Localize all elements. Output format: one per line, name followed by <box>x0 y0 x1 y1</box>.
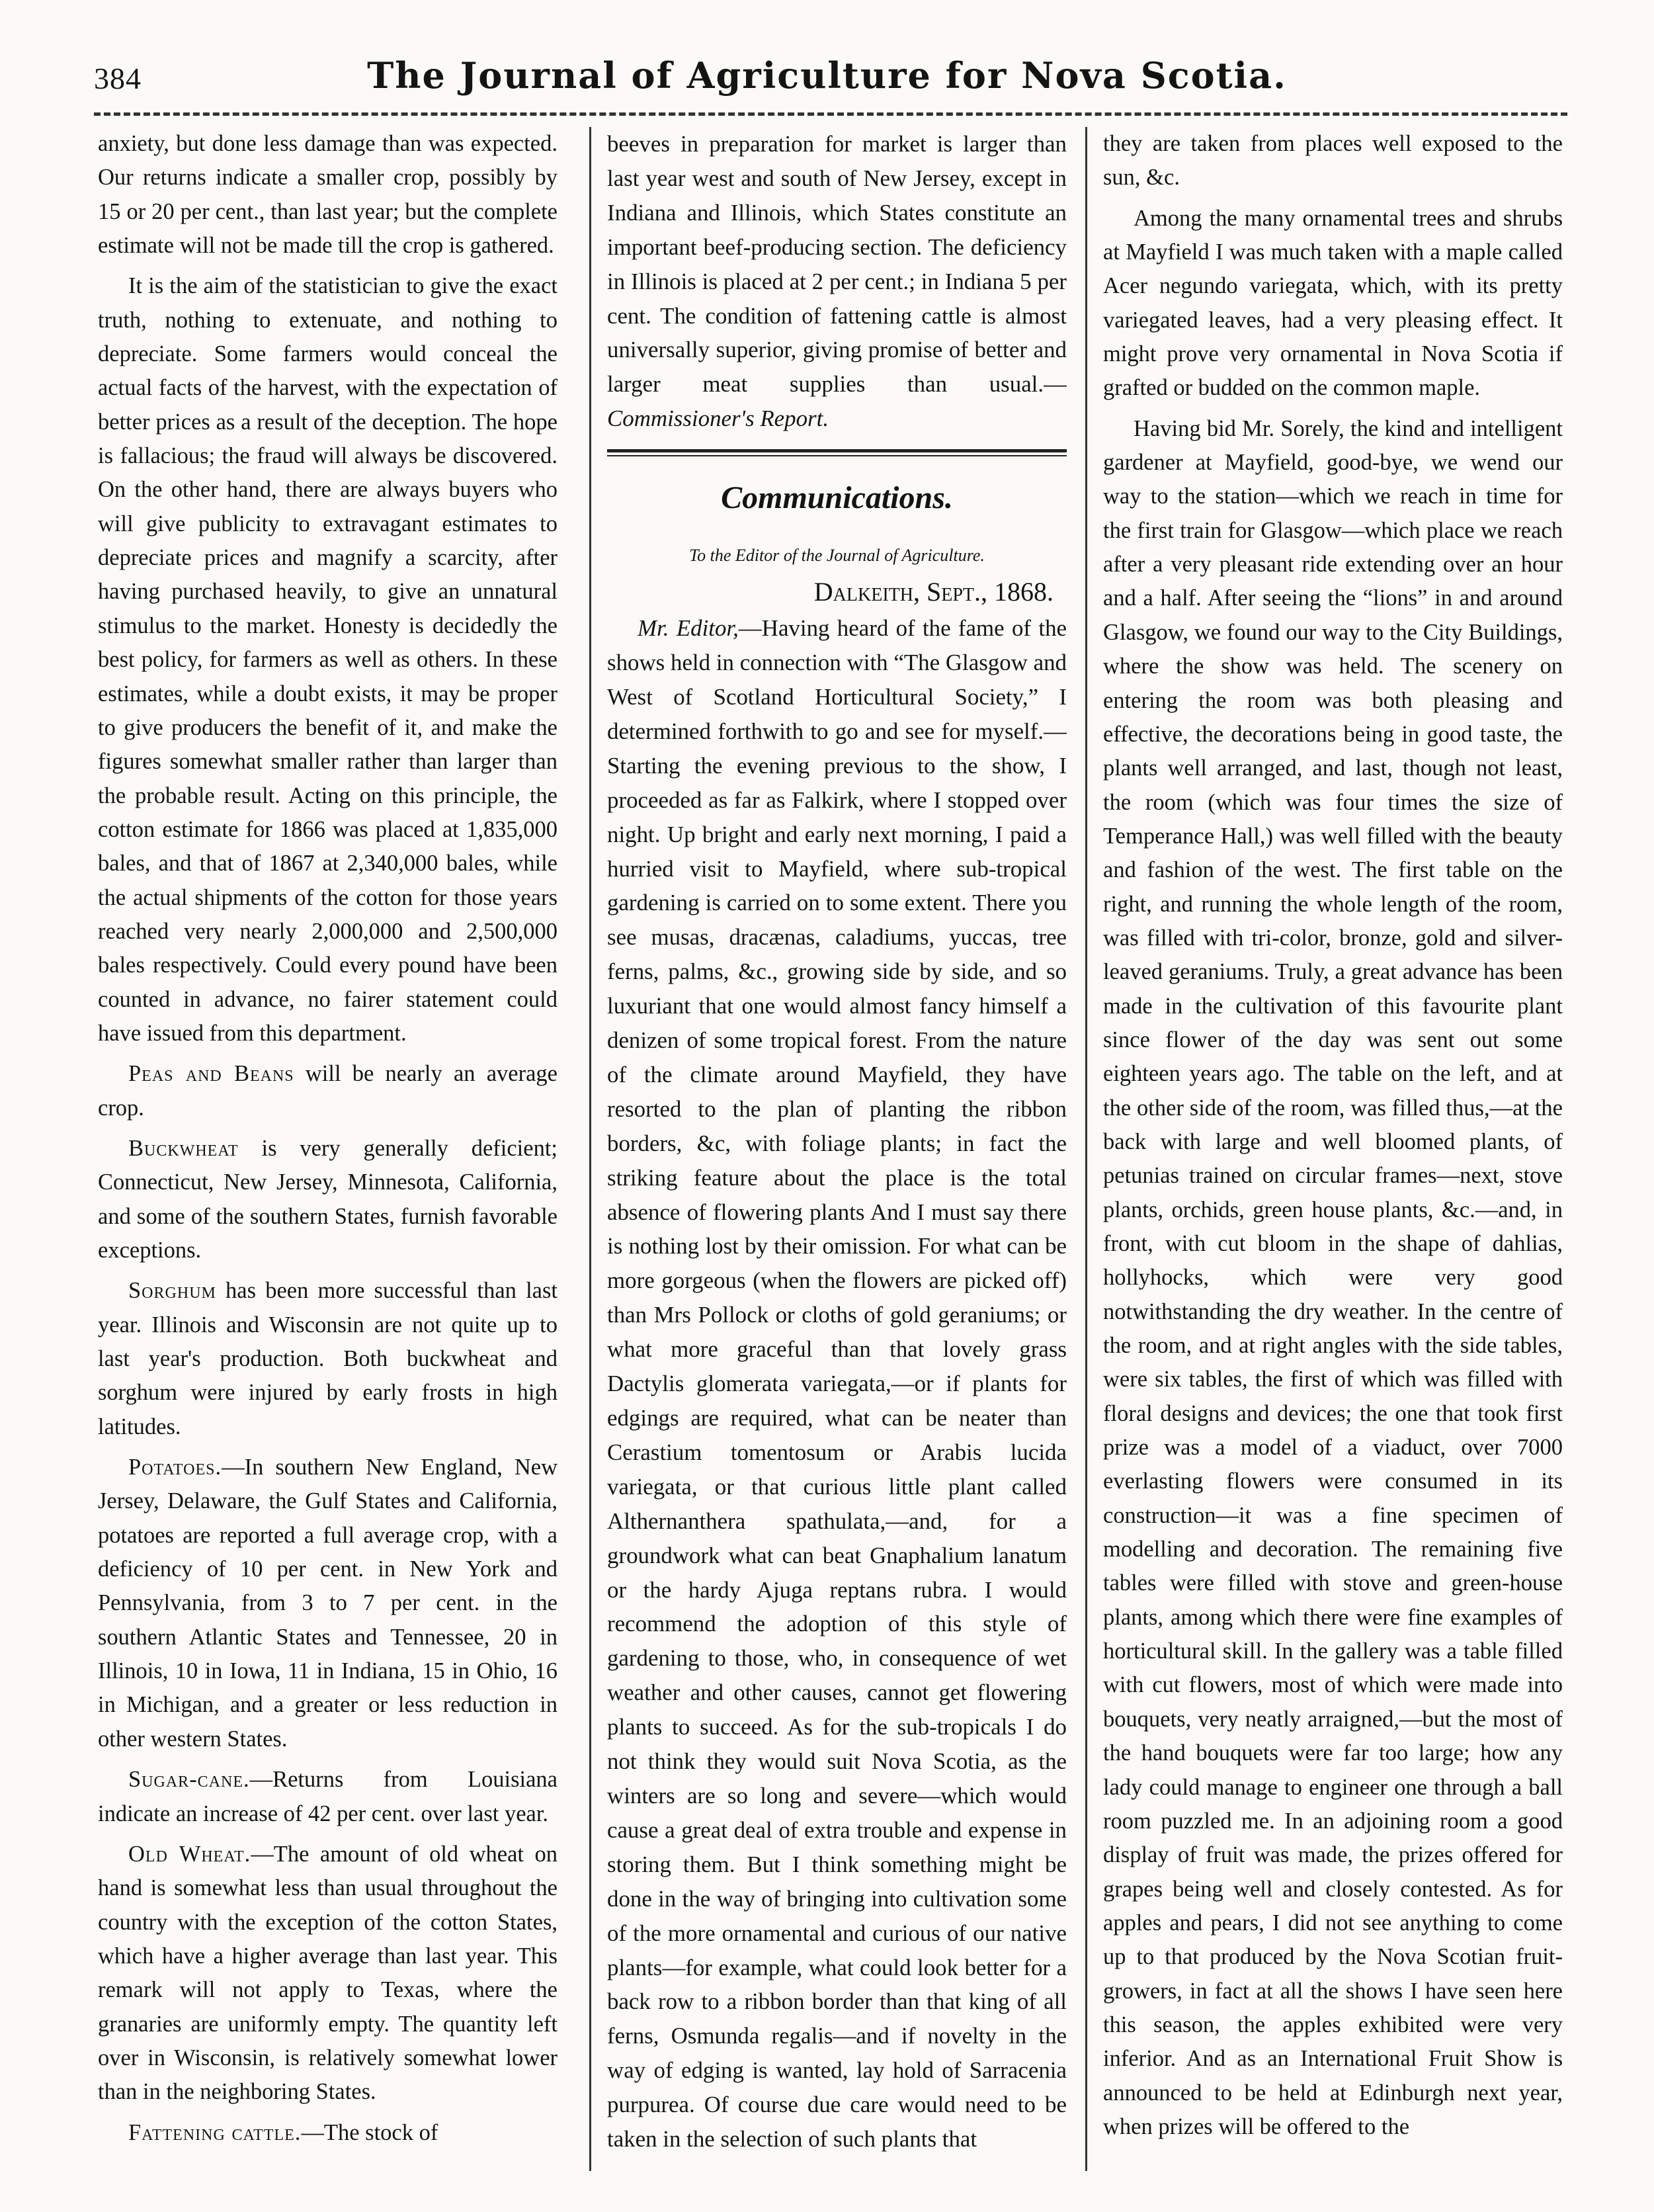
paragraph: Having bid Mr. Sorely, the kind and intelligent gardener at Mayfield, good-bye, we wend our way to the station—which we reach in time for the first train for Glasgow—which place we reach after a very pleasant ride extending over an hour and a half. After seeing the “lions” in and around Glasgow, we found our way to the City Buildings, where the show was held. The scenery on entering the room was both pleasing and effective, the decorations being in good taste, the plants well arranged, and last, though not least, the room (which was four times the size of Temperance Hall,) was well filled with the beauty and fashion of the west. The first table on the right, and running the whole length of the room, was filled with tri-color, bronze, gold and silver-leaved geraniums. Truly, a great advance has been made in the cultivation of this favourite plant since flower of the day was sent out some eighteen years ago. The table on the left, and at the other side of the room, was filled thus,—at the back with large and well bloomed plants, of petunias trained on circular frames—next, stove plants, orchids, green house plants, &c.—and, in front, with cut bloom in the shape of dahlias, hollyhocks, which were very good notwithstanding the dry weather. In the centre of the room, and at right angles with the side tables, were six tables, the first of which was filled with floral designs and devices; the one that took first prize was a model of a viaduct, over 7000 everlasting flowers were consumed in its construction—it was a fine specimen of modelling and decoration. The remaining five tables were filled with stove and green-house plants, among which there were fine examples of horticultural skill. In the gallery was a table filled with cut flowers, most of which were made into bouquets, very neatly arraigned,—but the most of the hand bouquets were far too large; how any lady could manage to engineer one through a ball room puzzled me. In an adjoining room a good display of fruit was made, the prizes offered for grapes being well and closely contested. As for apples and pears, I did not see anything to come up to that produced by the Nova Scotian fruit-growers, in fact at all the shows I have seen here this season, the apples exhibited were very inferior. And as an International Fruit Show is announced to be held at Edinburgh next year, when prizes will be offered to the <box>1103 415 1563 2139</box>
paragraph: It is the aim of the statistician to give the exact truth, nothing to extenuate, and nothing to depreciate. Some farmers would conceal the actual facts of the harvest, with the expectation of better prices as a result of the deception. The hope is fallacious; the fraud will always be discovered. On the other hand, there are always buyers who will give publicity to extravagant estimates to depreciate prices and magnify a scarcity, after having purchased heavily, to give an unnatural stimulus to the market. Honesty is decidedly the best policy, for farmers as well as others. In these estimates, while a doubt exists, it may be proper to give producers the benefit of it, and make the figures somewhat smaller rather than larger than the probable result. Acting on this principle, the cotton estimate for 1866 was placed at 1,835,000 bales, and that of 1867 at 2,340,000 bales, while the actual shipments of the cotton for those years reached very nearly 2,000,000 and 2,500,000 bales respectively. Could every pound have been counted in advance, no fairer statement could have issued from this department. <box>98 273 558 1046</box>
running-head <box>0 0 1654 126</box>
header-rule <box>94 112 1567 116</box>
citation: Commissioner's Report. <box>607 405 829 432</box>
section-title: Communications. <box>721 480 953 516</box>
section-lead: Potatoes. <box>128 1455 222 1480</box>
section-lead: Sorghum <box>128 1278 216 1304</box>
paragraph: Among the many ornamental trees and shrubs at Mayfield I was much taken with a maple called Acer negundo variegata, which, with its pretty variegated leaves, had a very pleasing effect. It might prove very ornamental in Nova Scotia if grafted or budded on the common maple. <box>1103 205 1563 401</box>
column-2 <box>607 127 1067 2164</box>
paragraph-text: —In southern New England, New Jersey, Delaware, the Gulf States and California, potatoes are reported a full average crop, with a deficiency of 10 per cent. in New York and Pennsylvania, from 3 to 7 per cent. in the southern Atlantic States and Tennessee, 20 in Illinois, 10 in Iowa, 11 in Indiana, 15 in Ohio, 16 in Michigan, and a greater or less reduction in other western States. <box>98 1455 558 1752</box>
section-lead: Buckwheat <box>128 1135 239 1161</box>
section-lead: Sugar-cane. <box>128 1767 250 1793</box>
journal-title: The Journal of Agriculture for Nova Scotia. <box>367 54 1287 97</box>
section-lead: Old Wheat. <box>128 1841 251 1867</box>
paragraph <box>98 1763 558 1831</box>
paragraph-text: will be nearly an average crop. <box>98 1061 558 1121</box>
paragraph-text: has been more successful than last year. Illinois and Wisconsin are not quite up to last year's production. Both buckwheat and sorghum were injured by early frosts in high latitudes. <box>98 1278 558 1439</box>
dateline: Dalkeith, Sept., 1868. <box>813 577 1054 607</box>
page-number: 384 <box>94 62 142 95</box>
paragraph-text: —Returns from Louisiana indicate an increase of 42 per cent. over last year. <box>98 1767 558 1826</box>
column-1 <box>98 127 558 2164</box>
paragraph <box>98 1132 558 1267</box>
salutation: Mr. Editor, <box>638 615 739 642</box>
paragraph <box>98 1838 558 2109</box>
paragraph-text: beeves in preparation for market is larger than last year west and south of New Jersey, except in Indiana and Illinois, which States constitute an important beef-producing section. The deficiency in Illinois is placed at 2 per cent.; in Indiana 5 per cent. The condition of fattening cattle is almost universally superior, giving promise of better and larger meat supplies than usual.— <box>607 131 1067 398</box>
paragraph <box>607 611 1067 2156</box>
paragraph-text: is very generally deficient; Connecticut, New Jersey, Minnesota, California, and some of the southern States, furnish favorable exceptions. <box>98 1135 558 1263</box>
column-rule <box>589 127 591 2171</box>
letter-address: To the Editor of the Journal of Agriculture. <box>689 546 985 566</box>
paragraph-text: —Having heard of the fame of the shows held in connection with “The Glasgow and West of Scotland Horticultural Society,” I determined forthwith to go and see for myself.—Starting the evening previous to the show, I proceeded as far as Falkirk, where I stopped over night. Up bright and early next morning, I paid a hurried visit to Mayfield, where sub-tropical gardening is carried on to some extent. There you see musas, dracænas, caladiums, yuccas, tree ferns, palms, &c., growing side by side, and so luxuriant that one would almost fancy himself a denizen of some tropical forest. From the nature of the climate around Mayfield, they have resorted to the plan of planting the ribbon borders, &c, with foliage plants; in fact the striking feature about the place is the total absence of flowering plants And I must say there is nothing lost by their omission. For what can be more gorgeous (when the flowers are picked off) than Mrs Pollock or cloths of gold geraniums; or what more graceful than that lovely grass Dactylis glomerata variegata,—or if plants for edgings are required, what can be neater than Cerastium tomentosum or Arabis lucida variegata, or that curious little plant called Althernanthera spathulata,—and, for a groundwork what can beat Gnaphalium lanatum or the hardy Ajuga reptans rubra. I would recommend the adoption of this style of gardening to those, who, in consequence of wet weather and other causes, cannot get flowering plants to succeed. As for the sub-tropicals I do not think they would suit Nova Scotia, as the winters are so long and severe—which would cause a great deal of extra trouble and expense in storing them. But I think something might be done in the way of bringing into cultivation some of the more ornamental and curious of our native plants—for example, what could look better for a back row to a ribbon border than that king of all ferns, Osmunda regalis—and if novelty in the way of edging is wanted, lay hold of Sarracenia purpurea. Of course due care would need to be taken in the selection of such plants that <box>607 615 1067 2152</box>
paragraph: they are taken from places well exposed to the sun, &c. <box>1103 131 1563 191</box>
paragraph: anxiety, but done less damage than was expected. Our returns indicate a smaller crop, possibly by 15 or 20 per cent., than last year; but the complete estimate will not be made till the crop is gathered. <box>98 131 558 259</box>
column-rule <box>1085 127 1087 2171</box>
paragraph <box>98 1057 558 1125</box>
paragraph <box>607 127 1067 436</box>
paragraph-text: —The stock of <box>301 2119 438 2145</box>
section-lead: Peas and Beans <box>128 1061 294 1087</box>
paragraph <box>98 2116 558 2150</box>
paragraph <box>98 1274 558 1444</box>
paragraph-text: —The amount of old wheat on hand is somewhat less than usual throughout the country with the exception of the cotton States, which have a higher average than last year. This remark will not apply to Texas, where the granaries are uniformly empty. The quantity left over in Wisconsin, is relatively somewhat lower than in the neighboring States. <box>98 1841 558 2105</box>
column-3 <box>1103 127 1563 2164</box>
paragraph <box>98 1451 558 1756</box>
section-lead: Fattening cattle. <box>128 2119 302 2145</box>
section-divider <box>607 449 1067 456</box>
